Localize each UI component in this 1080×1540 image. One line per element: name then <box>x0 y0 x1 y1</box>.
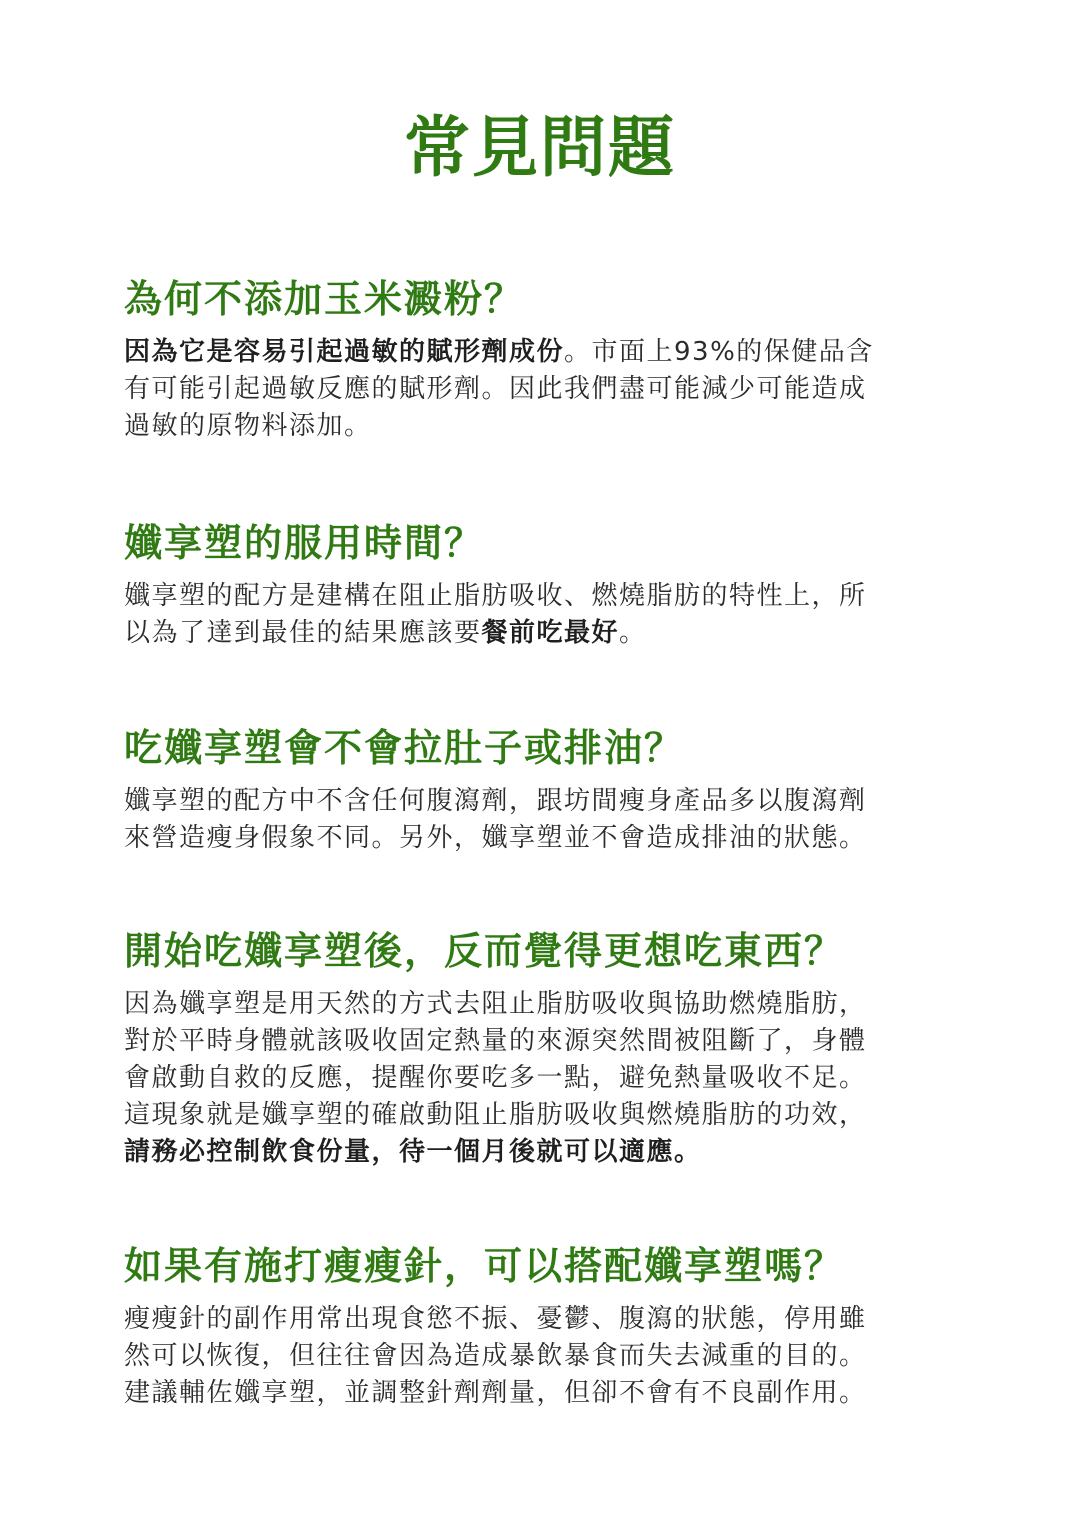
answer-text: 因為孅享塑是用天然的方式去阻止脂肪吸收與協助燃燒脂肪， <box>124 988 867 1019</box>
answer-emphasis: 因為它是容易引起過敏的賦形劑成份 <box>124 336 565 367</box>
faq-item <box>124 928 954 1171</box>
faq-answer <box>124 578 954 652</box>
answer-text: 對於平時身體就該吸收固定熱量的來源突然間被阻斷了，身體 <box>124 1025 867 1056</box>
faq-question: 開始吃孅享塑後，反而覺得更想吃東西？ <box>124 929 845 973</box>
page-title: 常見問題 <box>404 109 676 186</box>
faq-item <box>124 1243 954 1412</box>
faq-answer <box>124 334 954 445</box>
faq-item <box>124 725 954 857</box>
faq-question: 為何不添加玉米澱粉？ <box>124 277 525 321</box>
faq-answer <box>124 783 954 857</box>
answer-emphasis: 餐前吃最好 <box>481 617 620 648</box>
answer-text: 以為了達到最佳的結果應該要 <box>124 617 482 648</box>
answer-text: 會啟動自救的反應，提醒你要吃多一點，避免熱量吸收不足。 <box>124 1062 867 1093</box>
faq-question: 孅享塑的服用時間？ <box>124 521 485 565</box>
faq-question: 吃孅享塑會不會拉肚子或排油？ <box>124 726 685 770</box>
faq-item <box>124 520 954 652</box>
answer-text: 瘦瘦針的副作用常出現食慾不振、憂鬱、腹瀉的狀態，停用雖 <box>124 1303 867 1334</box>
faq-item <box>124 276 954 445</box>
answer-text: 過敏的原物料添加。 <box>124 410 372 441</box>
answer-text: 有可能引起過敏反應的賦形劑。因此我們盡可能減少可能造成 <box>124 373 867 404</box>
answer-text: 孅享塑的配方中不含任何腹瀉劑，跟坊間瘦身產品多以腹瀉劑 <box>124 785 867 816</box>
answer-text: 建議輔佐孅享塑，並調整針劑劑量，但卻不會有不良副作用。 <box>124 1377 867 1408</box>
answer-text: 。 <box>619 617 647 648</box>
answer-text: 孅享塑的配方是建構在阻止脂肪吸收、燃燒脂肪的特性上，所 <box>124 580 867 611</box>
faq-answer <box>124 1301 954 1412</box>
answer-emphasis: 請務必控制飲食份量，待一個月後就可以適應。 <box>124 1136 702 1167</box>
answer-text: 這現象就是孅享塑的確啟動阻止脂肪吸收與燃燒脂肪的功效， <box>124 1099 867 1130</box>
answer-text: 來營造瘦身假象不同。另外，孅享塑並不會造成排油的狀態。 <box>124 822 867 853</box>
answer-text: 。市面上93%的保健品含 <box>564 336 874 367</box>
answer-text: 然可以恢復，但往往會因為造成暴飲暴食而失去減重的目的。 <box>124 1340 867 1371</box>
faq-question: 如果有施打瘦瘦針，可以搭配孅享塑嗎？ <box>124 1244 845 1288</box>
faq-answer <box>124 986 954 1171</box>
